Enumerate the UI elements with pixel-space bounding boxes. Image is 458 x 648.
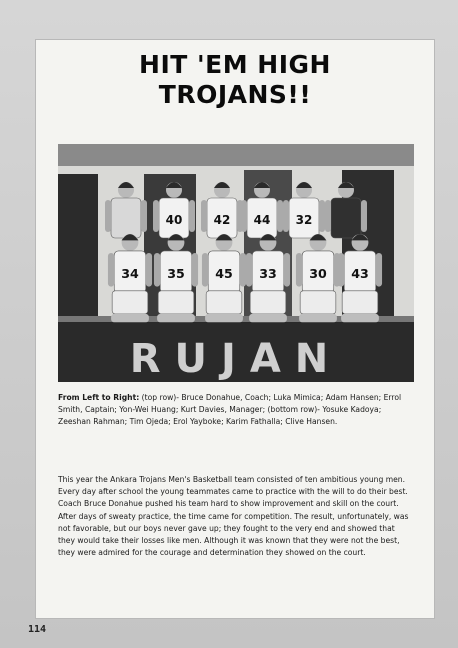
- bottom-row-shorts-6: [342, 291, 378, 314]
- bottom-row-knees-3: [205, 314, 243, 322]
- top-row-left-arm-6: [325, 200, 331, 232]
- team-photo-image: [58, 144, 414, 382]
- bottom-row-jersey-number-1: 34: [121, 266, 139, 282]
- bottom-row-right-arm-6: [376, 253, 382, 287]
- top-row-right-arm-6: [361, 200, 367, 232]
- top-row-right-arm-2: [189, 200, 195, 232]
- bottom-row-jersey-number-3: 45: [215, 266, 233, 282]
- top-row-jersey-number-3: 42: [213, 213, 231, 227]
- gym-ceiling-band: [58, 144, 414, 166]
- top-row-left-arm-2: [153, 200, 159, 232]
- article-paragraph: This year the Ankara Trojans Men's Basketball team consisted of ten ambitious young men. Every day after school the young teammates came to practice with the will to do their best. Coach Bruce Donahue pushed his team hard to show improvement and skill on the court. After days of sweaty practice, the time came for competition. The result, unfortunately, was not favorable, but our boys never gave up; they fought to the very end and showed that they would take their losses like men. Although it was known that they were not the best, they were admired for the courage and determination they showed on the court.: [58, 475, 409, 558]
- bottom-row-shorts-5: [300, 291, 336, 314]
- yearbook-page: [36, 40, 434, 618]
- bottom-row-shorts-3: [206, 291, 242, 314]
- bottom-row-jersey-number-4: 33: [259, 266, 277, 282]
- page-title: [36, 50, 434, 110]
- floor-lettering: RUJAN: [129, 336, 343, 382]
- top-row-jersey-6: [331, 198, 361, 238]
- top-row-left-arm-3: [201, 200, 207, 232]
- bottom-row-knees-4: [249, 314, 287, 322]
- top-row-left-arm-1: [105, 200, 111, 232]
- bottom-row-left-arm-4: [246, 253, 252, 287]
- title-line-1: HIT 'EM HIGH: [139, 50, 331, 79]
- top-row-jersey-number-5: 32: [295, 213, 313, 227]
- bottom-row-shorts-1: [112, 291, 148, 314]
- caption-lead: From Left to Right:: [58, 393, 140, 402]
- wall-panel-left: [58, 174, 98, 324]
- top-row-left-arm-5: [283, 200, 289, 232]
- photo-caption: [58, 392, 410, 428]
- top-row-jersey-number-2: 40: [165, 213, 183, 227]
- page-number: 114: [28, 624, 47, 635]
- bottom-row-jersey-number-5: 30: [309, 266, 327, 282]
- bottom-row-left-arm-1: [108, 253, 114, 287]
- bottom-row-left-arm-3: [202, 253, 208, 287]
- bottom-row-right-arm-1: [146, 253, 152, 287]
- caption-names: (top row)- Bruce Donahue, Coach; Luka Mimica; Adam Hansen; Errol Smith, Captain; Yon-Wei Huang; Kurt Davies, Manager; (bottom row)- Yosuke Kadoya; Zeeshan Rahman; Tim Ojeda; Erol Yayboke; Karim Fathalla; Clive Hansen.: [58, 393, 402, 426]
- bottom-row-knees-2: [157, 314, 195, 322]
- bottom-row-right-arm-2: [192, 253, 198, 287]
- top-row-right-arm-4: [277, 200, 283, 232]
- team-photo: [58, 144, 414, 382]
- top-row-right-arm-1: [141, 200, 147, 232]
- bottom-row-knees-1: [111, 314, 149, 322]
- title-line-2: TROJANS!!: [158, 80, 312, 109]
- bottom-row-shorts-2: [158, 291, 194, 314]
- bottom-row-left-arm-5: [296, 253, 302, 287]
- bottom-row-knees-5: [299, 314, 337, 322]
- bottom-row-jersey-number-6: 43: [351, 266, 369, 282]
- top-row-jersey-1: [111, 198, 141, 238]
- bottom-row-right-arm-3: [240, 253, 246, 287]
- bottom-row-shorts-4: [250, 291, 286, 314]
- top-row-right-arm-5: [319, 200, 325, 232]
- bottom-row-knees-6: [341, 314, 379, 322]
- bottom-row-left-arm-2: [154, 253, 160, 287]
- top-row-jersey-number-4: 44: [253, 213, 271, 227]
- bottom-row-right-arm-4: [284, 253, 290, 287]
- bottom-row-left-arm-6: [338, 253, 344, 287]
- bottom-row-jersey-number-2: 35: [167, 266, 185, 282]
- top-row-left-arm-4: [241, 200, 247, 232]
